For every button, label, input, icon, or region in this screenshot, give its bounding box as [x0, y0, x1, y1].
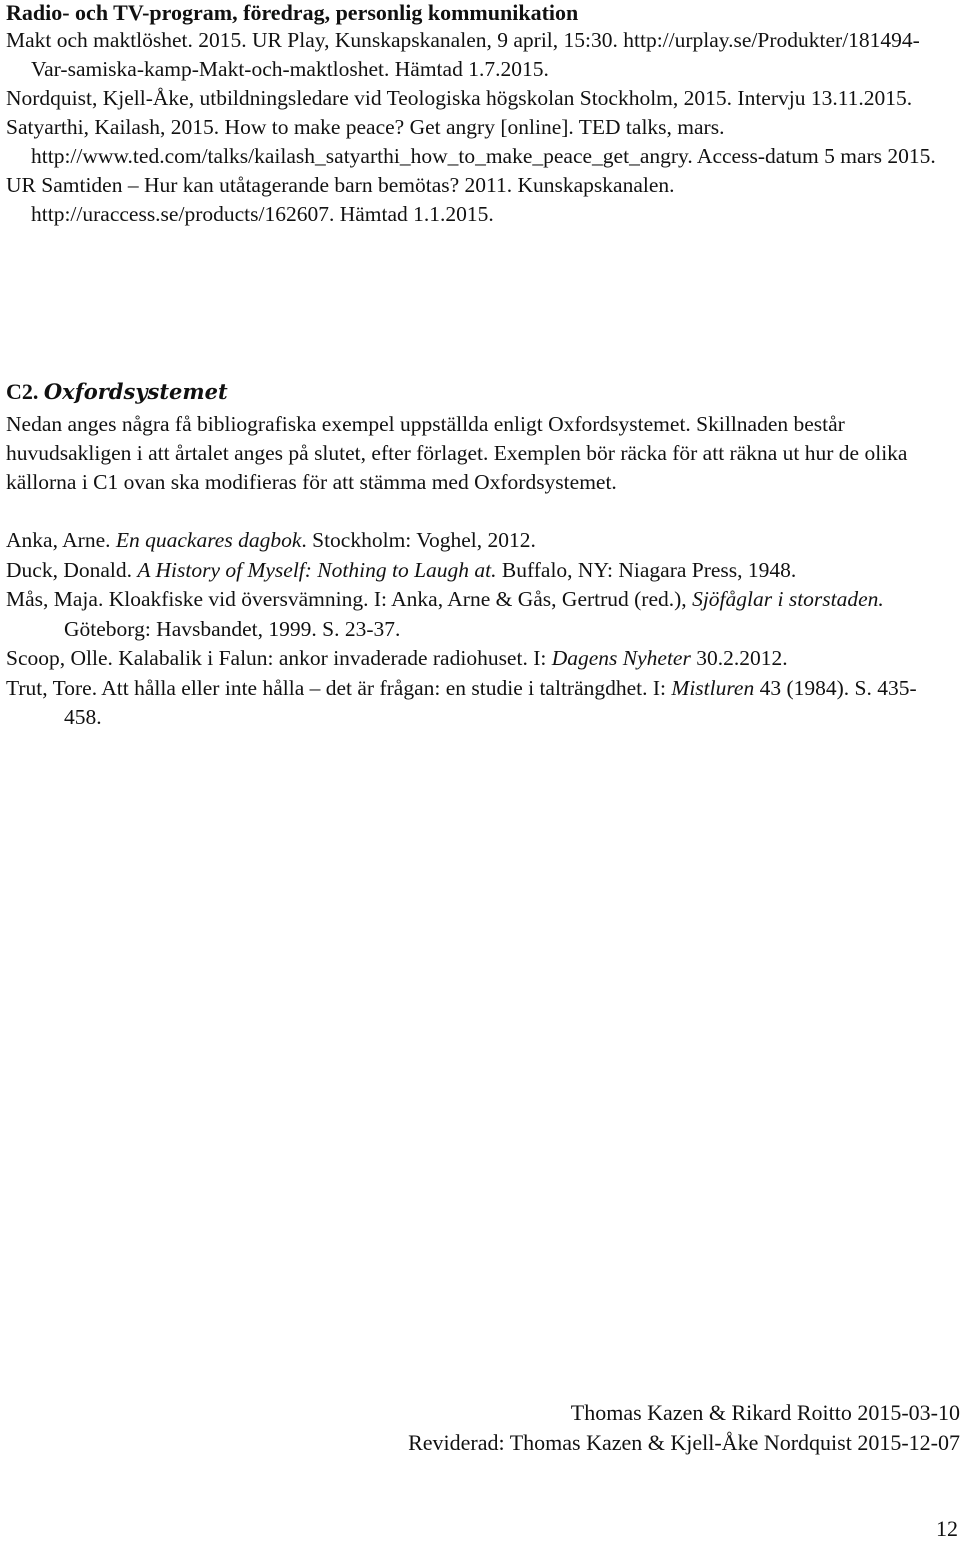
oxford-example: Anka, Arne. En quackares dagbok. Stockholm: Voghel, 2012.: [6, 528, 536, 552]
oxford-example: Trut, Tore. Att hålla eller inte hålla – det är frågan: en studie i talträngdhet. I: Mistluren 43 (1984). S. 435-458.: [6, 675, 917, 729]
reference-item: Satyarthi, Kailash, 2015. How to make peace? Get angry [online]. TED talks, mars. http://www.ted.com/talks/kailash_satyarthi_how_to_make_peace_get_angry. Access-datum 5 mars 2015.: [6, 115, 936, 168]
section-heading: Radio- och TV-program, föredrag, personlig kommunikation: [6, 0, 579, 25]
oxford-examples: [6, 526, 951, 733]
reference-list: [6, 26, 946, 229]
reference-item: Nordquist, Kjell-Åke, utbildningsledare vid Teologiska högskolan Stockholm, 2015. Intervju 13.11.2015.: [6, 86, 913, 110]
signature-block: [408, 1398, 960, 1458]
oxford-example: Mås, Maja. Kloakfiske vid översvämning. I: Anka, Arne & Gås, Gertrud (red.), Sjöfåglar i storstaden. Göteborg: Havsbandet, 1999. S. 23-37.: [6, 587, 884, 641]
c2-title: Oxfordsystemet: [43, 379, 228, 404]
c2-number: C2.: [6, 379, 39, 404]
oxford-intro-paragraph: Nedan anges några få bibliografiska exempel uppställda enligt Oxfordsystemet. Skillnaden består huvudsakligen i att årtalet anges på slutet, efter förlaget. Exemplen bör räcka för att räkna ut hur de olika källorna i C1 ovan ska modifieras för att stämma med Oxfordsystemet.: [6, 412, 908, 494]
oxford-example: Duck, Donald. A History of Myself: Nothing to Laugh at. Buffalo, NY: Niagara Press, 1948.: [6, 557, 797, 582]
page-number: 12: [936, 1516, 958, 1541]
signature-line-2: Reviderad: Thomas Kazen & Kjell-Åke Nordquist 2015-12-07: [408, 1430, 960, 1455]
c2-heading: [6, 377, 228, 407]
reference-item: UR Samtiden – Hur kan utåtagerande barn bemötas? 2011. Kunskapskanalen. http://uraccess.se/products/162607. Hämtad 1.1.2015.: [6, 173, 675, 226]
signature-line-1: Thomas Kazen & Rikard Roitto 2015-03-10: [570, 1400, 960, 1425]
oxford-example: Scoop, Olle. Kalabalik i Falun: ankor invaderade radiohuset. I: Dagens Nyheter 30.2.2012.: [6, 646, 788, 670]
reference-item: Makt och maktlöshet. 2015. UR Play, Kunskapskanalen, 9 april, 15:30. http://urplay.se/Produkter/181494-Var-samiska-kamp-Makt-och-maktloshet. Hämtad 1.7.2015.: [6, 28, 920, 81]
